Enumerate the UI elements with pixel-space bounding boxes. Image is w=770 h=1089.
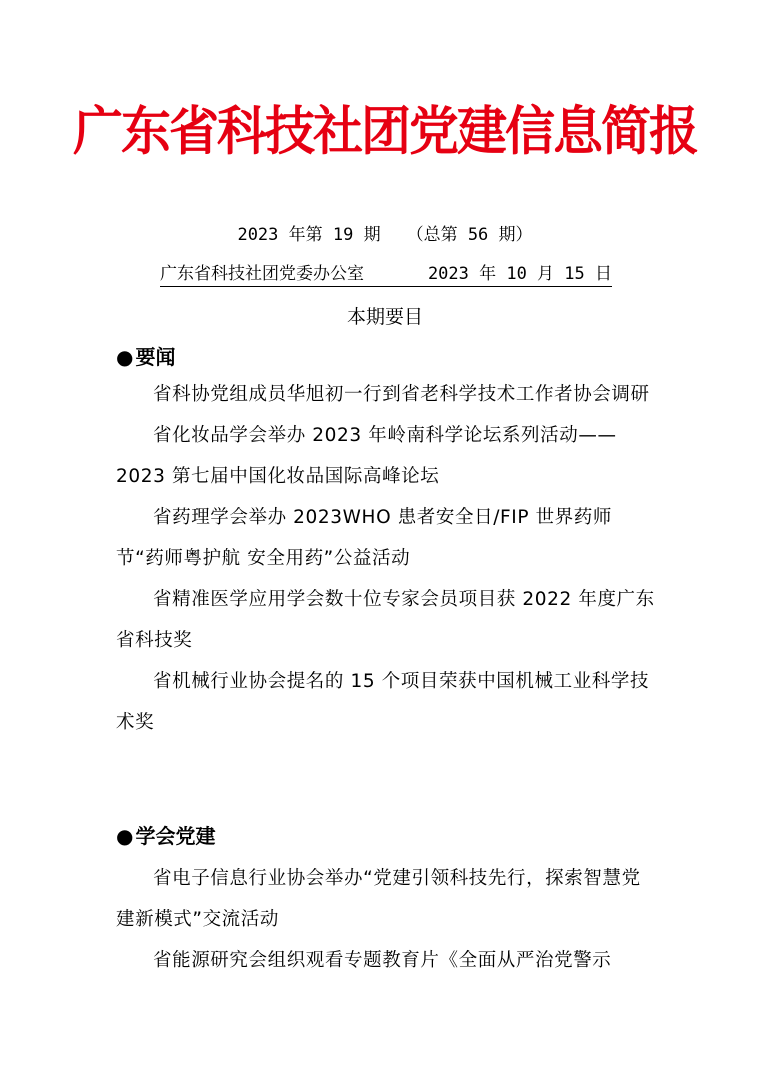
publisher: 广东省科技社团党委办公室: [160, 264, 364, 284]
news-item: 省药理学会举办 2023WHO 患者安全日/FIP 世界药师节“药师粤护航 安全用药”公益活动: [116, 507, 612, 569]
issue-year-number: 2023 年第 19 期: [237, 225, 381, 245]
publish-date: 2023 年 10 月 15 日: [427, 264, 612, 284]
party-building-item-list: [116, 858, 656, 981]
section-heading-label: 学会党建: [135, 824, 216, 848]
news-item: 省机械行业协会提名的 15 个项目荣获中国机械工业科学技术奖: [116, 671, 650, 733]
news-item-list: [116, 374, 656, 743]
issue-number: [0, 222, 770, 248]
section-heading-news: [116, 342, 175, 372]
section-heading-label: 要闻: [135, 345, 176, 369]
party-building-item: 省能源研究会组织观看专题教育片《全面从严治党警示: [153, 950, 612, 971]
toc-title: 本期要目: [346, 306, 423, 328]
issue-total-number: （总第 56 期）: [406, 225, 533, 245]
news-item: 省化妆品学会举办 2023 年岭南科学论坛系列活动——2023 第七届中国化妆品国际高峰论坛: [116, 425, 617, 487]
news-item: 省精准医学应用学会数十位专家会员项目获 2022 年度广东省科技奖: [116, 589, 655, 651]
party-building-item: 省电子信息行业协会举办“党建引领科技先行，探索智慧党建新模式”交流活动: [116, 868, 641, 930]
bullet-icon: ●: [116, 345, 134, 369]
section-heading-party-building: [116, 821, 215, 851]
masthead-title: 广东省科技社团党建信息简报: [73, 99, 697, 162]
news-item: 省科协党组成员华旭初一行到省老科学技术工作者协会调研: [153, 384, 650, 405]
bullet-icon: ●: [116, 824, 134, 848]
publisher-date-line: [160, 262, 612, 287]
